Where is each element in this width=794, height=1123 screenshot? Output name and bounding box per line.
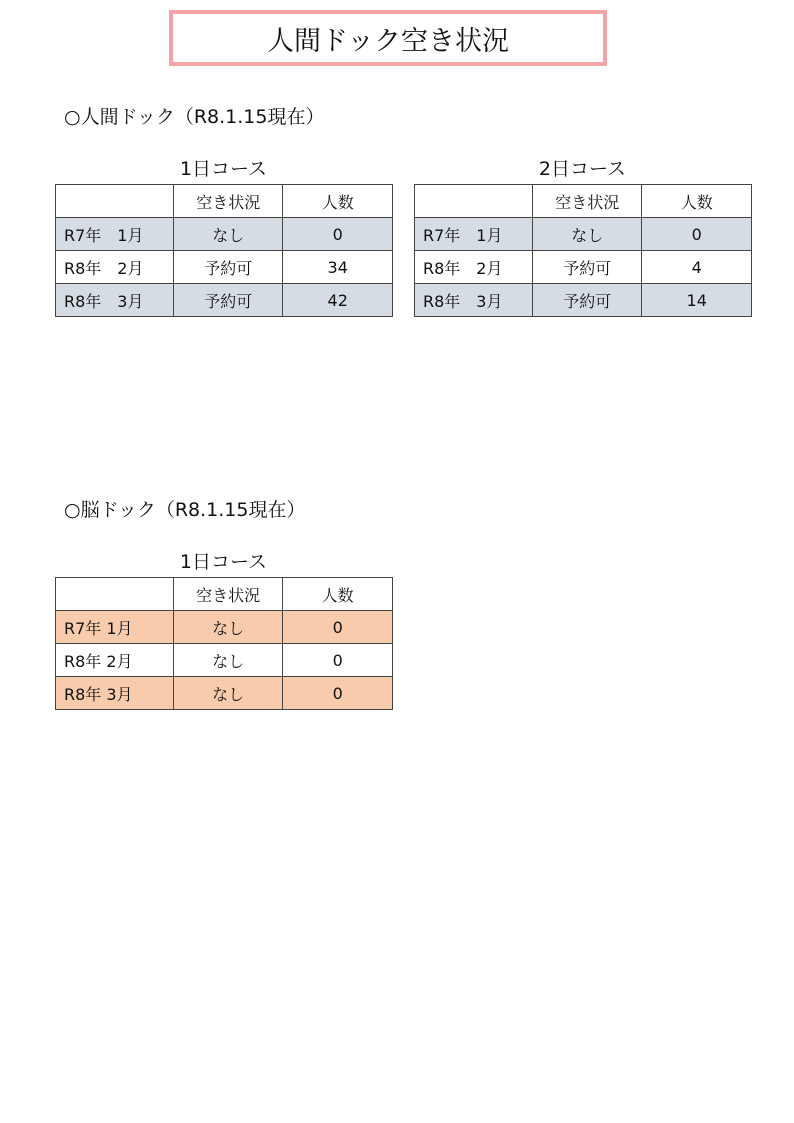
month-cell: R8年 3月	[415, 284, 533, 317]
table-row	[415, 218, 752, 251]
availability-cell: 予約可	[533, 251, 642, 284]
month-cell	[415, 185, 533, 218]
table-row	[415, 284, 752, 317]
availability-cell: 空き状況	[174, 185, 283, 218]
month-cell: R8年 3月	[56, 284, 174, 317]
page-title	[169, 10, 607, 66]
table-header-row	[56, 185, 393, 218]
count-cell: 人数	[283, 578, 393, 611]
course-title-2day: 2日コース	[538, 158, 627, 180]
section-heading-nou-dock: ○脳ドック（R8.1.15現在）	[64, 499, 306, 521]
month-cell	[56, 185, 174, 218]
count-cell: 0	[642, 218, 752, 251]
count-cell: 0	[283, 644, 393, 677]
month-cell: R8年 3月	[56, 677, 174, 710]
course-title-1day: 1日コース	[179, 158, 268, 180]
table-row	[56, 251, 393, 284]
ningen-dock-1day-table	[55, 184, 393, 317]
availability-cell: なし	[173, 677, 283, 710]
month-cell: R7年 1月	[415, 218, 533, 251]
table-row	[56, 284, 393, 317]
month-cell	[56, 578, 174, 611]
table-header-row	[415, 185, 752, 218]
nou-dock-1day-table	[55, 577, 393, 710]
count-cell: 人数	[642, 185, 752, 218]
table-header-row	[56, 578, 393, 611]
availability-cell: なし	[173, 644, 283, 677]
availability-cell: 予約可	[174, 251, 283, 284]
month-cell: R8年 2月	[56, 644, 174, 677]
count-cell: 14	[642, 284, 752, 317]
table-row	[56, 677, 393, 710]
availability-cell: なし	[174, 218, 283, 251]
count-cell: 0	[283, 218, 393, 251]
table-row	[56, 218, 393, 251]
page-title-text: 人間ドック空き状況	[267, 25, 509, 57]
availability-cell: 空き状況	[173, 578, 283, 611]
table-row	[56, 611, 393, 644]
availability-cell: 予約可	[174, 284, 283, 317]
count-cell: 42	[283, 284, 393, 317]
availability-cell: 空き状況	[533, 185, 642, 218]
ningen-dock-2day-table	[414, 184, 752, 317]
course-title-nou-1day: 1日コース	[179, 551, 268, 573]
availability-cell: 予約可	[533, 284, 642, 317]
month-cell: R7年 1月	[56, 218, 174, 251]
month-cell: R7年 1月	[56, 611, 174, 644]
count-cell: 0	[283, 677, 393, 710]
month-cell: R8年 2月	[415, 251, 533, 284]
availability-cell: なし	[533, 218, 642, 251]
availability-cell: なし	[173, 611, 283, 644]
table-row	[56, 644, 393, 677]
count-cell: 4	[642, 251, 752, 284]
section-heading-ningen-dock: ○人間ドック（R8.1.15現在）	[64, 106, 325, 128]
count-cell: 0	[283, 611, 393, 644]
count-cell: 人数	[283, 185, 393, 218]
count-cell: 34	[283, 251, 393, 284]
table-row	[415, 251, 752, 284]
month-cell: R8年 2月	[56, 251, 174, 284]
